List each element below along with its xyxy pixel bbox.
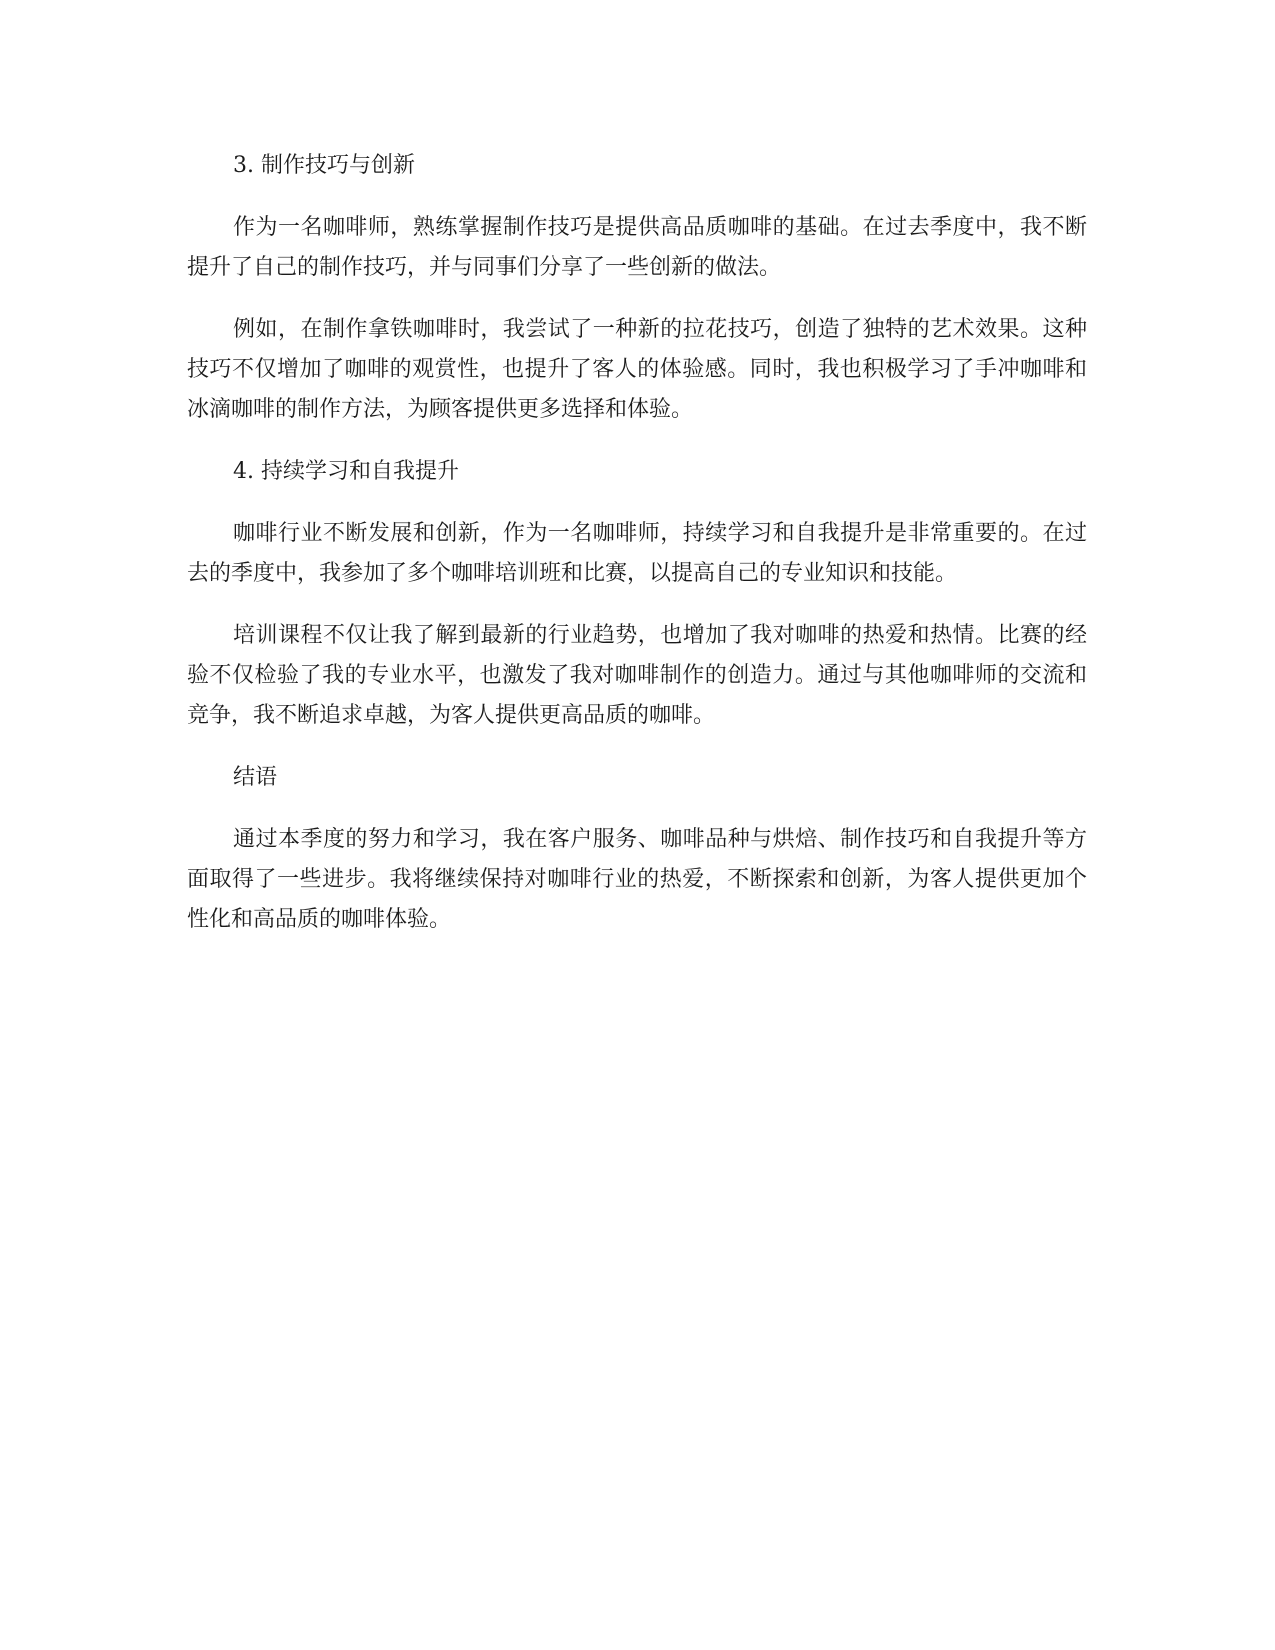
section-heading-techniques: 3. 制作技巧与创新 <box>233 153 415 178</box>
paragraph: 例如，在制作拿铁咖啡时，我尝试了一种新的拉花技巧，创造了独特的艺术效果。这种技巧不仅增加了咖啡的观赏性，也提升了客人的体验感。同时，我也积极学习了手冲咖啡和冰滴咖啡的制作方法，为顾客提供更多选择和体验。 <box>187 317 1087 422</box>
document-body <box>187 146 1087 962</box>
section-heading-learning: 4. 持续学习和自我提升 <box>233 459 459 484</box>
paragraph: 通过本季度的努力和学习，我在客户服务、咖啡品种与烘焙、制作技巧和自我提升等方面取得了一些进步。我将继续保持对咖啡行业的热爱，不断探索和创新，为客人提供更加个性化和高品质的咖啡体验。 <box>187 827 1087 932</box>
paragraph: 作为一名咖啡师，熟练掌握制作技巧是提供高品质咖啡的基础。在过去季度中，我不断提升了自己的制作技巧，并与同事们分享了一些创新的做法。 <box>187 215 1087 280</box>
paragraph: 培训课程不仅让我了解到最新的行业趋势，也增加了我对咖啡的热爱和热情。比赛的经验不仅检验了我的专业水平，也激发了我对咖啡制作的创造力。通过与其他咖啡师的交流和竞争，我不断追求卓越，为客人提供更高品质的咖啡。 <box>187 623 1087 728</box>
section-heading-conclusion: 结语 <box>233 765 278 790</box>
paragraph: 咖啡行业不断发展和创新，作为一名咖啡师，持续学习和自我提升是非常重要的。在过去的季度中，我参加了多个咖啡培训班和比赛，以提高自己的专业知识和技能。 <box>187 521 1087 586</box>
